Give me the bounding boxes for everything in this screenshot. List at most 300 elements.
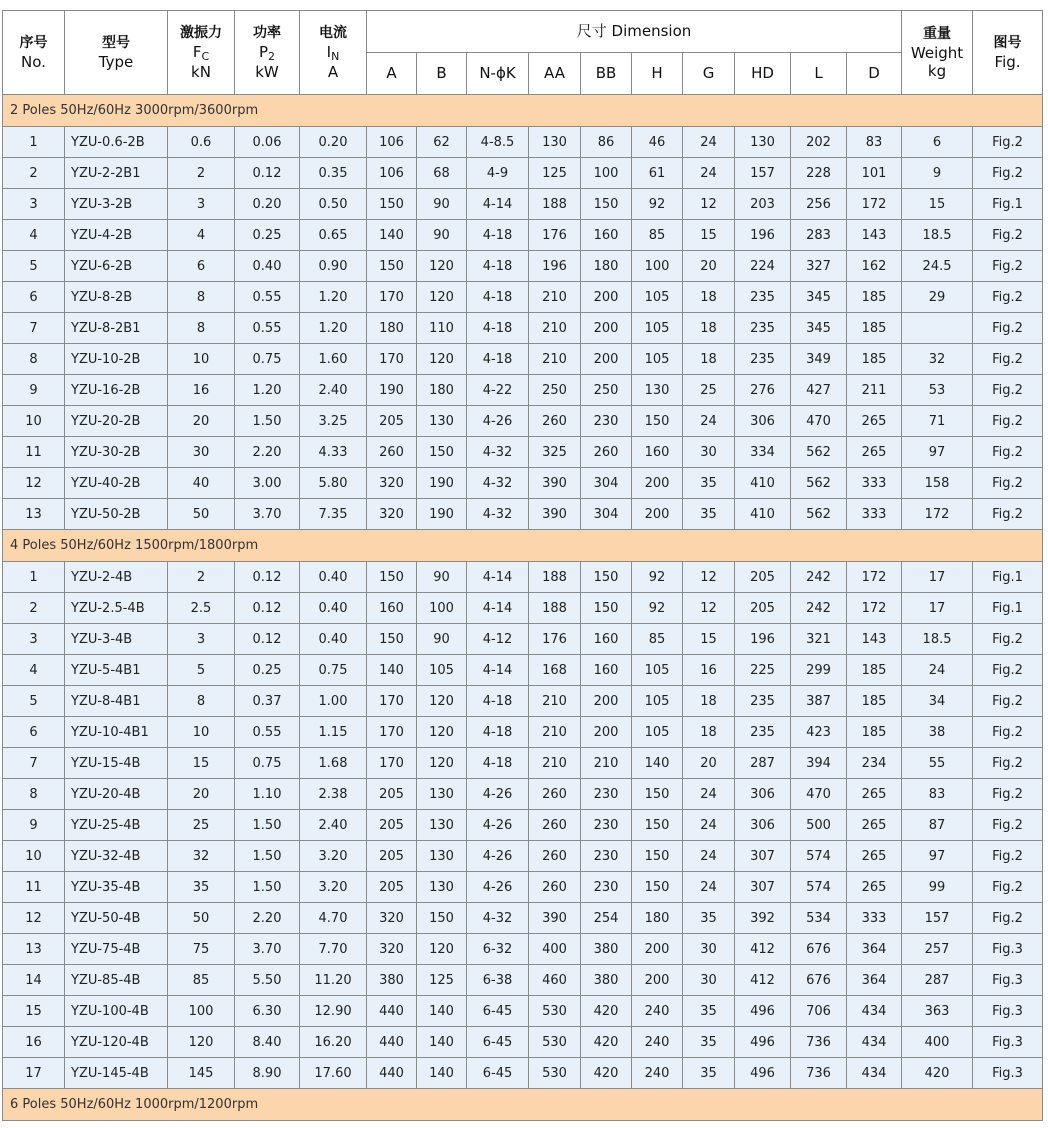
table-cell: 1.50 [235,810,300,841]
table-cell: 130 [632,375,683,406]
col-dim-g: G [683,53,735,95]
table-cell: Fig.2 [973,220,1043,251]
table-cell: 150 [367,189,417,220]
table-cell: 0.40 [235,251,300,282]
table-cell: 574 [791,872,847,903]
table-row [3,872,1043,903]
table-cell: 412 [735,965,791,996]
table-cell: 172 [902,499,973,530]
table-cell: 9 [902,158,973,189]
table-cell: 200 [581,313,632,344]
table-row [3,810,1043,841]
table-cell: 265 [847,872,902,903]
table-cell: 24 [683,779,735,810]
table-cell: 390 [529,903,581,934]
table-cell: 496 [735,1027,791,1058]
table-cell: 0.35 [300,158,367,189]
table-cell: 3.20 [300,872,367,903]
table-cell: 1.50 [235,872,300,903]
table-cell: Fig.2 [973,406,1043,437]
table-cell: 4-26 [467,841,529,872]
table-cell: 105 [632,686,683,717]
table-cell: 410 [735,499,791,530]
col-power: 功率 $P_2$ kW [235,11,300,95]
table-cell: 235 [735,282,791,313]
table-row [3,996,1043,1027]
table-cell: 1.15 [300,717,367,748]
table-cell: 3 [3,189,65,220]
table-cell: 160 [581,655,632,686]
table-cell: 200 [632,468,683,499]
table-cell: 34 [902,686,973,717]
table-cell: 4-26 [467,810,529,841]
table-cell: Fig.2 [973,748,1043,779]
table-cell: 10 [168,717,235,748]
col-dimension: 尺寸 Dimension [367,11,902,53]
table-cell: 180 [417,375,467,406]
table-cell: 242 [791,562,847,593]
table-cell: 234 [847,748,902,779]
table-cell: 380 [367,965,417,996]
table-cell: 24 [683,158,735,189]
table-cell: 46 [632,127,683,158]
table-cell: 306 [735,779,791,810]
table-cell: 225 [735,655,791,686]
table-cell: 320 [367,903,417,934]
table-cell: 61 [632,158,683,189]
table-cell: YZU-15-4B [65,748,168,779]
table-cell: 392 [735,903,791,934]
table-cell: Fig.2 [973,779,1043,810]
table-cell: 8 [3,779,65,810]
table-cell: 260 [581,437,632,468]
table-cell: 250 [529,375,581,406]
table-cell: Fig.2 [973,499,1043,530]
table-cell: 363 [902,996,973,1027]
table-cell: 460 [529,965,581,996]
table-cell: 4-22 [467,375,529,406]
table-cell: 172 [847,562,902,593]
table-cell: 235 [735,717,791,748]
table-cell: 11.20 [300,965,367,996]
table-cell: 10 [3,841,65,872]
table-cell: 150 [632,406,683,437]
table-cell: 75 [168,934,235,965]
table-cell: 190 [417,499,467,530]
table-cell: 6-45 [467,1058,529,1089]
table-cell: 130 [417,872,467,903]
table-cell: 150 [581,593,632,624]
table-cell: YZU-85-4B [65,965,168,996]
table-cell: 205 [367,841,417,872]
table-cell: 157 [902,903,973,934]
table-row [3,282,1043,313]
table-cell: 196 [735,624,791,655]
table-cell: 4-14 [467,593,529,624]
table-cell: 1.00 [300,686,367,717]
table-row [3,934,1043,965]
table-cell: 334 [735,437,791,468]
table-row [3,189,1043,220]
table-cell: 200 [581,344,632,375]
table-cell: 30 [683,965,735,996]
table-cell: 4-18 [467,282,529,313]
table-cell: 257 [902,934,973,965]
table-cell: 160 [367,593,417,624]
table-cell: 0.50 [300,189,367,220]
table-cell: YZU-10-4B1 [65,717,168,748]
table-cell: YZU-20-4B [65,779,168,810]
table-cell: 420 [902,1058,973,1089]
table-row [3,624,1043,655]
table-cell: 283 [791,220,847,251]
table-cell: 2.5 [168,593,235,624]
table-cell: 210 [581,748,632,779]
table-cell: 85 [632,220,683,251]
table-cell: 210 [529,282,581,313]
table-row [3,903,1043,934]
table-cell: YZU-8-4B1 [65,686,168,717]
table-cell: 120 [417,748,467,779]
table-cell: 140 [367,655,417,686]
table-cell: 3.70 [235,499,300,530]
table-cell: YZU-25-4B [65,810,168,841]
table-cell: 307 [735,841,791,872]
table-cell: 130 [735,127,791,158]
table-cell: YZU-3-2B [65,189,168,220]
table-cell: 20 [168,406,235,437]
table-cell: 224 [735,251,791,282]
table-cell: 364 [847,934,902,965]
table-body [3,95,1043,1121]
table-cell: 333 [847,903,902,934]
table-cell: YZU-16-2B [65,375,168,406]
table-cell: 230 [581,872,632,903]
table-row [3,127,1043,158]
table-cell: 420 [581,1027,632,1058]
table-cell: 18 [683,344,735,375]
table-cell: 24 [683,841,735,872]
table-cell: 105 [632,344,683,375]
table-cell: 180 [581,251,632,282]
table-row [3,375,1043,406]
table-cell: 706 [791,996,847,1027]
table-cell: 83 [902,779,973,810]
table-header [3,11,1043,95]
table-cell: 254 [581,903,632,934]
table-cell: 24.5 [902,251,973,282]
table-cell: 100 [417,593,467,624]
table-row [3,344,1043,375]
table-cell: 380 [581,934,632,965]
table-cell: 423 [791,717,847,748]
table-cell: 200 [581,717,632,748]
table-cell: 1.60 [300,344,367,375]
col-current: 电流 $I_N$ A [300,11,367,95]
table-cell: 0.55 [235,313,300,344]
table-row [3,686,1043,717]
table-cell: 150 [367,562,417,593]
table-cell: YZU-20-2B [65,406,168,437]
table-cell: 20 [683,748,735,779]
table-cell: 304 [581,499,632,530]
table-cell: 99 [902,872,973,903]
table-cell: 420 [581,1058,632,1089]
table-cell: 170 [367,282,417,313]
table-cell: 2.40 [300,375,367,406]
table-cell: 130 [417,779,467,810]
table-cell: 16 [3,1027,65,1058]
table-cell: 240 [632,1058,683,1089]
table-cell: 157 [735,158,791,189]
table-cell: 11 [3,872,65,903]
table-cell: 400 [529,934,581,965]
table-cell: 17.60 [300,1058,367,1089]
table-cell: 230 [581,841,632,872]
table-cell: 24 [683,810,735,841]
table-cell: Fig.2 [973,655,1043,686]
table-cell: 12 [683,189,735,220]
table-cell: 50 [168,903,235,934]
table-cell: 12 [3,903,65,934]
table-cell: 140 [417,1027,467,1058]
group-header-row [3,95,1043,127]
table-cell: 168 [529,655,581,686]
table-cell: 6 [3,282,65,313]
table-row [3,158,1043,189]
table-cell: 3 [168,189,235,220]
group-title: 2 Poles 50Hz/60Hz 3000rpm/3600rpm [3,95,1043,127]
table-cell: 1.50 [235,406,300,437]
table-cell: 62 [417,127,467,158]
table-row [3,1058,1043,1089]
table-cell: 6 [168,251,235,282]
table-cell: 205 [735,593,791,624]
table-cell: 170 [367,717,417,748]
table-cell: 736 [791,1027,847,1058]
col-type: 型号 Type [65,11,168,95]
table-cell: 210 [529,717,581,748]
table-cell: Fig.2 [973,251,1043,282]
table-cell: 320 [367,499,417,530]
table-cell: 15 [3,996,65,1027]
table-cell: 235 [735,344,791,375]
table-cell: 260 [529,406,581,437]
table-cell: 35 [683,468,735,499]
table-cell: 205 [367,872,417,903]
table-cell: 8 [168,313,235,344]
table-cell: 210 [529,313,581,344]
table-cell: 143 [847,220,902,251]
table-cell: 145 [168,1058,235,1089]
table-cell: 205 [367,810,417,841]
table-cell: 2 [3,158,65,189]
table-cell: Fig.2 [973,872,1043,903]
table-cell: 4-32 [467,468,529,499]
col-dim-b: B [417,53,467,95]
table-cell: 110 [417,313,467,344]
table-cell: 6 [3,717,65,748]
table-cell: 0.20 [300,127,367,158]
table-row [3,841,1043,872]
table-cell: 0.25 [235,655,300,686]
table-cell: 20 [168,779,235,810]
table-cell: 412 [735,934,791,965]
table-cell: 306 [735,810,791,841]
table-cell: 200 [581,282,632,313]
table-cell: 390 [529,499,581,530]
group-header-row [3,530,1043,562]
table-cell: 1.20 [235,375,300,406]
table-cell: YZU-2-4B [65,562,168,593]
table-cell: 364 [847,965,902,996]
table-cell: 87 [902,810,973,841]
table-row [3,468,1043,499]
table-cell: 4-32 [467,499,529,530]
table-cell: 160 [581,624,632,655]
table-cell: 530 [529,996,581,1027]
table-cell: 736 [791,1058,847,1089]
table-row [3,251,1043,282]
table-cell: 90 [417,220,467,251]
table-cell: 3.25 [300,406,367,437]
table-cell: 150 [367,624,417,655]
table-cell: 11 [3,437,65,468]
table-cell: 210 [529,344,581,375]
table-cell: 1.10 [235,779,300,810]
table-cell: 530 [529,1058,581,1089]
table-cell: 140 [417,1058,467,1089]
table-cell: 8.90 [235,1058,300,1089]
table-cell: 7 [3,313,65,344]
table-cell: 440 [367,996,417,1027]
table-cell: 185 [847,313,902,344]
table-cell: 140 [632,748,683,779]
table-cell: 0.12 [235,624,300,655]
table-cell: 10 [3,406,65,437]
table-cell: 170 [367,344,417,375]
table-cell: 18 [683,313,735,344]
table-cell: 172 [847,593,902,624]
table-cell: 162 [847,251,902,282]
table-cell: Fig.2 [973,717,1043,748]
table-cell: 420 [581,996,632,1027]
table-cell: 17 [902,562,973,593]
table-cell: 12 [3,468,65,499]
table-cell: 143 [847,624,902,655]
table-cell: Fig.1 [973,189,1043,220]
table-cell: 35 [683,499,735,530]
table-cell: 170 [367,748,417,779]
table-cell: 172 [847,189,902,220]
table-cell: 120 [417,344,467,375]
table-cell: 5 [3,686,65,717]
col-dim-bb: BB [581,53,632,95]
table-cell: 18 [683,282,735,313]
table-cell: 260 [529,872,581,903]
table-cell: Fig.2 [973,624,1043,655]
table-cell: 0.90 [300,251,367,282]
table-cell: 320 [367,468,417,499]
table-cell: 176 [529,220,581,251]
table-cell: 16 [683,655,735,686]
table-cell: 105 [632,717,683,748]
table-cell: 185 [847,717,902,748]
table-cell: 4 [168,220,235,251]
table-cell: 9 [3,810,65,841]
table-cell: 97 [902,841,973,872]
table-cell: 3 [168,624,235,655]
table-cell: 185 [847,686,902,717]
table-cell: YZU-6-2B [65,251,168,282]
table-cell: 205 [367,779,417,810]
table-cell: 276 [735,375,791,406]
table-cell: 180 [367,313,417,344]
table-cell: 150 [632,872,683,903]
table-cell: 4.70 [300,903,367,934]
table-cell: Fig.2 [973,344,1043,375]
table-cell: 32 [902,344,973,375]
table-cell: 440 [367,1027,417,1058]
table-cell: 0.75 [300,655,367,686]
table-cell: 327 [791,251,847,282]
table-cell: 24 [683,406,735,437]
table-cell: 130 [417,841,467,872]
table-cell: Fig.2 [973,468,1043,499]
table-cell: 97 [902,437,973,468]
table-cell: 5 [168,655,235,686]
table-cell: 1 [3,127,65,158]
table-cell: 24 [683,872,735,903]
table-cell: 4-12 [467,624,529,655]
table-row [3,779,1043,810]
table-cell: 106 [367,127,417,158]
table-cell: 13 [3,499,65,530]
table-cell: 230 [581,810,632,841]
col-dim-a: A [367,53,417,95]
table-cell: 200 [632,965,683,996]
table-cell: 0.55 [235,282,300,313]
table-cell: 6.30 [235,996,300,1027]
table-cell: Fig.2 [973,313,1043,344]
table-cell: 185 [847,655,902,686]
table-cell: 196 [735,220,791,251]
table-cell: 6-45 [467,1027,529,1058]
table-cell: 4-14 [467,562,529,593]
table-cell: 130 [417,406,467,437]
table-cell: 150 [581,562,632,593]
table-cell: 2.20 [235,437,300,468]
table-cell: 101 [847,158,902,189]
table-cell: 5 [3,251,65,282]
table-cell: YZU-8-2B1 [65,313,168,344]
table-cell: 4-9 [467,158,529,189]
table-cell: 387 [791,686,847,717]
table-cell: 188 [529,189,581,220]
table-cell: 210 [529,686,581,717]
table-cell: 2.20 [235,903,300,934]
table-cell: 188 [529,562,581,593]
table-cell: 4-26 [467,779,529,810]
table-row [3,313,1043,344]
table-cell: 35 [683,996,735,1027]
table-cell: 120 [417,251,467,282]
table-cell: 86 [581,127,632,158]
spec-table [2,10,1043,1121]
table-cell: 120 [168,1027,235,1058]
table-cell: 8 [168,282,235,313]
table-cell: 202 [791,127,847,158]
